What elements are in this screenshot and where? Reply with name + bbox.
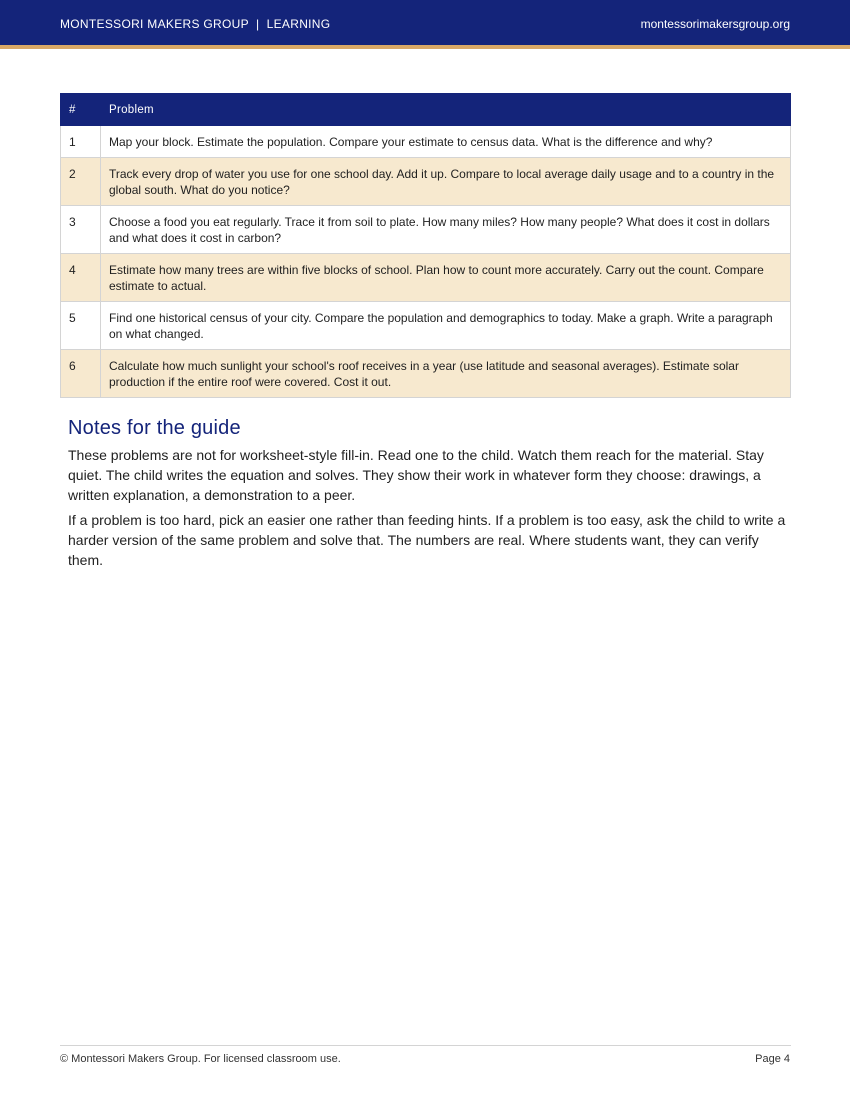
table-row <box>61 302 791 350</box>
row-number: 5 <box>61 302 101 350</box>
row-problem-text: Find one historical census of your city. Compare the population and demographics to today. Make a graph. Write a paragraph on what changed. <box>101 302 791 350</box>
row-number: 2 <box>61 158 101 206</box>
notes-paragraph: These problems are not for worksheet-style fill-in. Read one to the child. Watch them reach for the material. Stay quiet. The child writes the equation and solves. They show their work in whatever form they choose: drawings, a written explanation, a demonstration to a peer. <box>68 447 764 503</box>
table-row <box>61 206 791 254</box>
table-row <box>61 350 791 398</box>
row-problem-text: Calculate how much sunlight your school's roof receives in a year (use latitude and seasonal averages). Estimate solar production if the entire roof were covered. Cost it out. <box>101 350 791 398</box>
row-number: 1 <box>61 126 101 158</box>
row-problem-text: Map your block. Estimate the population. Compare your estimate to census data. What is the difference and why? <box>101 126 791 158</box>
notes-heading: Notes for the guide <box>68 417 241 439</box>
row-problem-text: Track every drop of water you use for one school day. Add it up. Compare to local average daily usage and to a country in the global south. What do you notice? <box>101 158 791 206</box>
column-header-number: # <box>61 94 101 126</box>
problems-table <box>60 93 791 398</box>
notes-paragraph: If a problem is too hard, pick an easier one rather than feeding hints. If a problem is too easy, ask the child to write a harder version of the same problem and solve that. The numbers are real. Where students want, they can verify them. <box>68 512 786 568</box>
row-problem-text: Estimate how many trees are within five blocks of school. Plan how to count more accurately. Carry out the count. Compare estimate to actual. <box>101 254 791 302</box>
row-number: 6 <box>61 350 101 398</box>
row-problem-text: Choose a food you eat regularly. Trace it from soil to plate. How many miles? How many people? What does it cost in dollars and what does it cost in carbon? <box>101 206 791 254</box>
row-number: 4 <box>61 254 101 302</box>
page-header-bar <box>0 0 850 45</box>
table-header-row <box>61 94 791 126</box>
table-row <box>61 254 791 302</box>
column-header-problem: Problem <box>101 94 791 126</box>
row-number: 3 <box>61 206 101 254</box>
footer-page-number: Page 4 <box>755 1053 790 1065</box>
table-row <box>61 158 791 206</box>
table-row <box>61 126 791 158</box>
header-title: MONTESSORI MAKERS GROUP | LEARNING <box>60 17 331 31</box>
header-website: montessorimakersgroup.org <box>640 17 790 31</box>
header-accent-stripe <box>0 45 850 49</box>
footer-copyright: © Montessori Makers Group. For licensed classroom use. <box>60 1053 341 1065</box>
footer-divider <box>60 1045 791 1046</box>
